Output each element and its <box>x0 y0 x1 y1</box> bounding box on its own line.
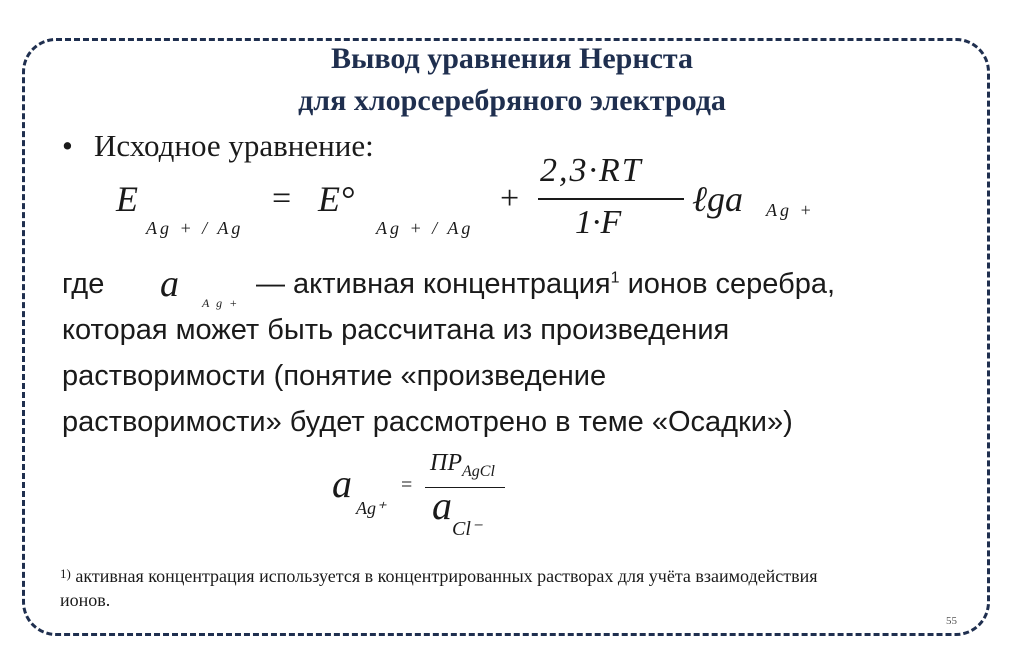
where-line4: растворимости» будет рассмотрено в теме «Осадки») <box>62 406 793 438</box>
formula2-denominator-subscript: Cl⁻ <box>452 518 482 540</box>
footnote-label: 1) <box>60 566 71 581</box>
where-line1-rest: — активная концентрация <box>256 268 611 300</box>
formula2-denominator-symbol: a <box>432 483 452 528</box>
eq-std-subscript: Ag + / Ag <box>376 218 474 238</box>
formula2-lhs-symbol: a <box>332 461 352 506</box>
where-line2: которая может быть рассчитана из произведения <box>62 314 730 346</box>
bullet-marker: • <box>62 128 73 163</box>
footnote-line2: ионов. <box>60 590 111 610</box>
eq-numerator: 2,3·RT <box>540 152 643 189</box>
where-word: где <box>62 268 105 300</box>
slide-title-line1: Вывод уравнения Нернста <box>330 42 694 75</box>
activity-symbol: a <box>160 263 179 305</box>
eq-equals: = <box>272 180 292 217</box>
where-line1-end: ионов серебра, <box>619 268 836 300</box>
formula2-numerator <box>430 450 495 481</box>
eq-denominator: 1·F <box>575 204 622 241</box>
where-line1 <box>256 268 835 301</box>
footnote-line1 <box>60 566 818 587</box>
eq-log-subscript: Ag + <box>766 200 815 220</box>
where-line3: растворимости (понятие «произведение <box>62 360 607 392</box>
formula2-lhs-subscript: Ag⁺ <box>356 498 386 518</box>
eq-lhs-subscript: Ag + / Ag <box>146 218 244 238</box>
slide-title-line2: для хлорсеребряного электрода <box>298 84 726 117</box>
eq-plus: + <box>500 180 520 217</box>
page-number: 55 <box>946 615 957 627</box>
eq-lhs-symbol: E <box>116 179 138 219</box>
bullet-text: Исходное уравнение: <box>94 128 374 163</box>
formula2-numerator-subscript: AgCl <box>462 462 495 480</box>
footnote-text: активная концентрация используется в концентрированных растворах для учёта взаимодействия <box>70 566 818 586</box>
footnote-mark: 1 <box>610 269 620 287</box>
activity-subscript: A g + <box>202 296 240 310</box>
eq-fraction-bar <box>538 198 684 200</box>
eq-std-symbol: E° <box>318 179 355 219</box>
eq-log: ℓga <box>692 179 743 219</box>
formula2-numerator-symbol: ПР <box>430 450 462 476</box>
formula2-equals: = <box>401 474 413 496</box>
